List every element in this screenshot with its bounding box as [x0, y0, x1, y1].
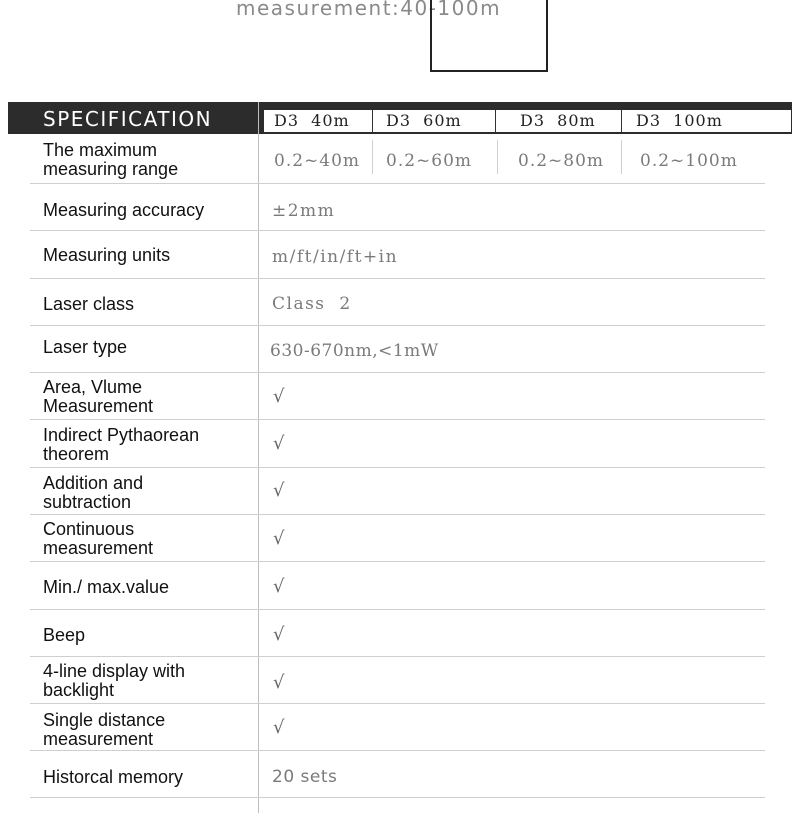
row-value-laser-class: Class 2	[272, 294, 352, 314]
row-value-units: m/ft/in/ft+in	[272, 247, 399, 267]
range-100m: 0.2~100m	[640, 151, 738, 171]
row-separator	[30, 419, 765, 420]
row-label-pythagorean-line2: theorem	[43, 444, 110, 464]
row-label-laser-class: Laser class	[43, 294, 135, 314]
range-80m: 0.2~80m	[518, 151, 605, 171]
row-label-continuous	[43, 520, 153, 558]
row-separator	[30, 230, 765, 231]
range-40m: 0.2~40m	[274, 151, 361, 171]
check-icon: √	[273, 672, 285, 693]
row-label-area-volume-line2: Measurement	[43, 396, 154, 416]
row-label-display-line2: backlight	[43, 680, 115, 700]
row-separator	[30, 467, 765, 468]
check-icon: √	[273, 528, 285, 549]
row-label-continuous-line2: measurement	[43, 538, 154, 558]
row-label-single-distance-line1: Single distance	[43, 710, 166, 730]
row-label-laser-type: Laser type	[43, 337, 128, 357]
row-label-max-range-line2: measuring range	[43, 159, 179, 179]
range-divider	[497, 140, 498, 174]
row-label-max-range	[43, 141, 178, 179]
row-separator	[30, 703, 765, 704]
row-label-continuous-line1: Continuous	[43, 519, 135, 539]
row-label-accuracy: Measuring accuracy	[43, 200, 205, 220]
top-caption: measurement:40-100m	[236, 0, 502, 20]
row-label-beep: Beep	[43, 625, 86, 645]
row-label-pythagorean	[43, 426, 199, 464]
row-label-min-max: Min./ max.value	[43, 577, 170, 597]
row-separator	[30, 656, 765, 657]
model-d3-40m: D3 40m	[264, 110, 372, 132]
row-separator	[30, 797, 765, 798]
row-separator	[30, 609, 765, 610]
top-frame-box	[430, 0, 548, 72]
model-d3-80m: D3 80m	[496, 110, 621, 132]
spec-title: SPECIFICATION	[43, 107, 213, 131]
row-label-single-distance-line2: measurement	[43, 729, 154, 749]
row-value-laser-type: 630-670nm,<1mW	[270, 341, 439, 361]
model-d3-100m: D3 100m	[622, 110, 791, 132]
row-separator	[30, 561, 765, 562]
label-column-divider	[258, 102, 259, 813]
row-label-addition-line1: Addition and	[43, 473, 144, 493]
row-label-display	[43, 662, 185, 700]
row-label-pythagorean-line1: Indirect Pythaorean	[43, 425, 200, 445]
range-divider	[621, 140, 622, 174]
check-icon: √	[273, 386, 285, 407]
row-label-area-volume-line1: Area, Vlume	[43, 377, 143, 397]
range-divider	[372, 140, 373, 174]
row-separator	[30, 372, 765, 373]
row-label-area-volume	[43, 378, 153, 416]
row-label-memory: Historcal memory	[43, 767, 184, 787]
check-icon: √	[273, 576, 285, 597]
row-label-display-line1: 4-line display with	[43, 661, 186, 681]
model-d3-60m: D3 60m	[373, 110, 495, 132]
row-value-accuracy: ±2mm	[272, 201, 336, 221]
check-icon: √	[273, 717, 285, 738]
row-separator	[30, 183, 765, 184]
row-separator	[30, 278, 765, 279]
check-icon: √	[273, 433, 285, 454]
range-60m: 0.2~60m	[386, 151, 473, 171]
row-label-addition-line2: subtraction	[43, 492, 132, 512]
row-label-units: Measuring units	[43, 245, 171, 265]
row-value-memory: 20 sets	[272, 767, 338, 787]
check-icon: √	[273, 624, 285, 645]
row-separator	[30, 514, 765, 515]
row-label-single-distance	[43, 711, 165, 749]
check-icon: √	[273, 480, 285, 501]
row-separator	[30, 750, 765, 751]
row-separator	[30, 325, 765, 326]
row-label-max-range-line1: The maximum	[43, 140, 158, 160]
row-label-addition	[43, 474, 143, 512]
